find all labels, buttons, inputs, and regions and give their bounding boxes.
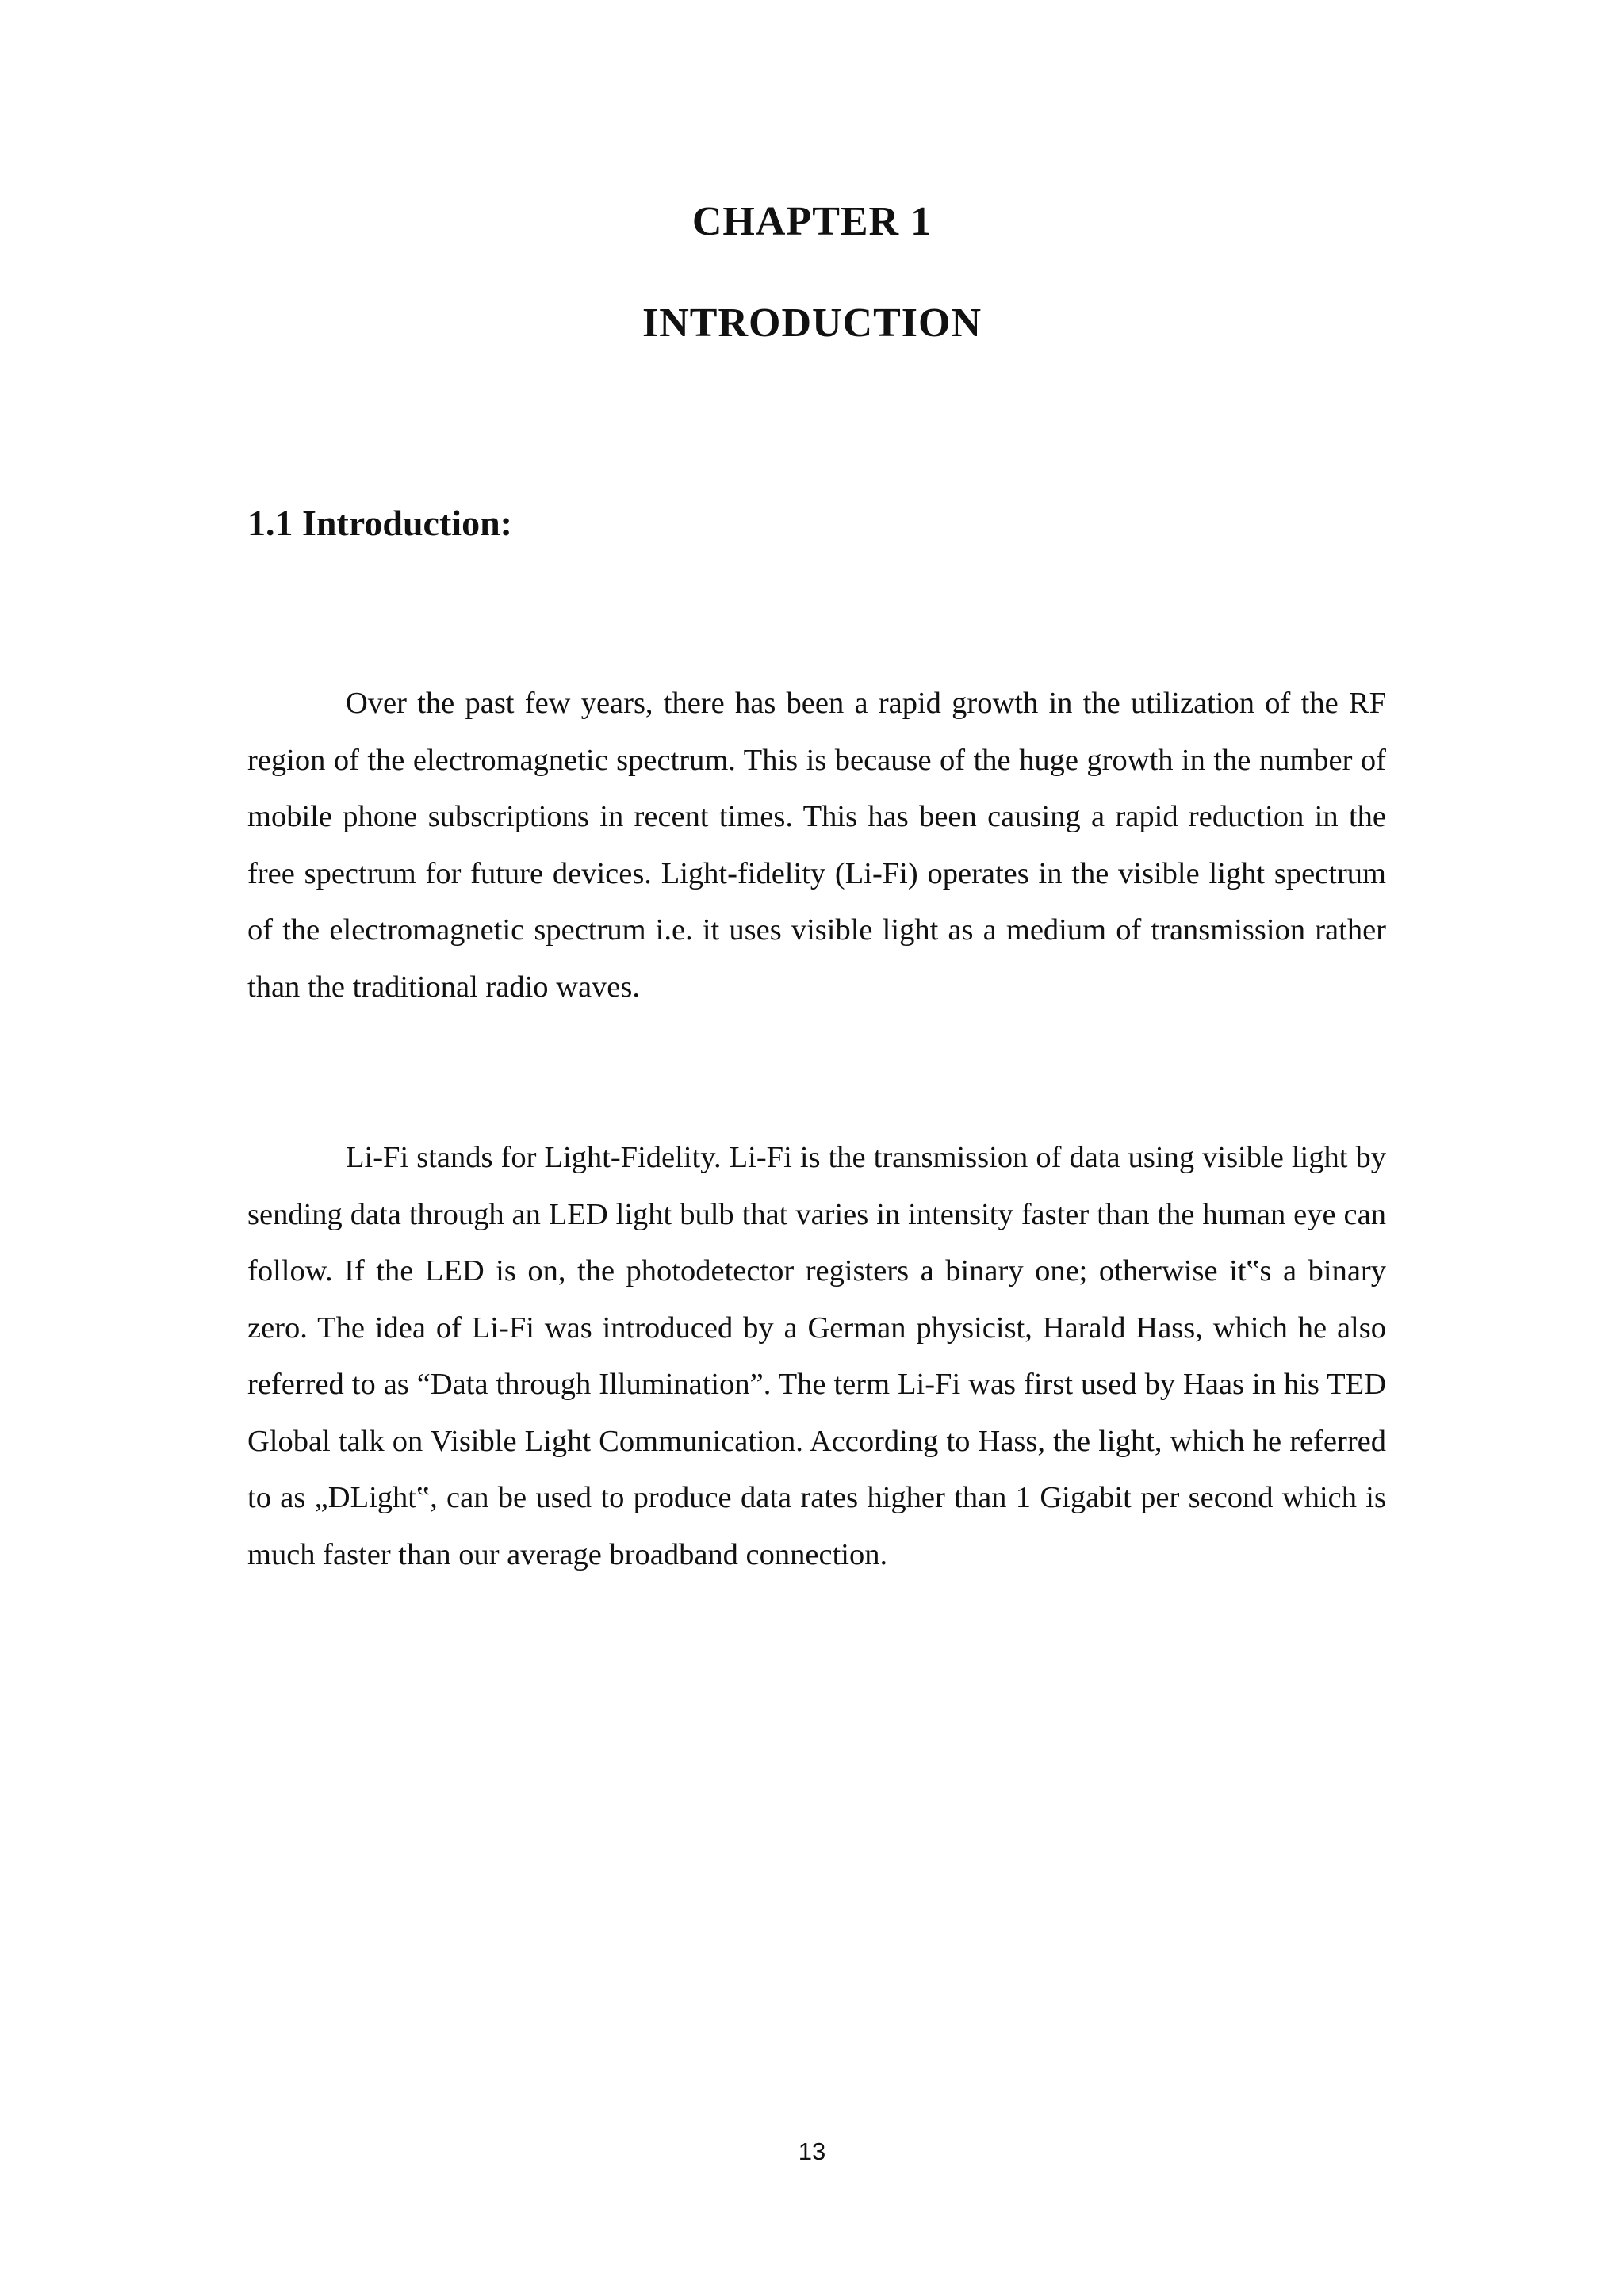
chapter-number: CHAPTER 1 — [691, 199, 933, 244]
page-number: 13 — [798, 2137, 826, 2165]
body-paragraph-2: Li-Fi stands for Light-Fidelity. Li-Fi is the transmission of data using visible light by sending data through an LED light bulb that varies in intensity faster than the human eye can follow. If the LED is on, the photodetector registers a binary one; otherwise it‟s a binary zero. The idea of Li-Fi was introduced by a German physicist, Harald Hass, which he also referred to as “Data through Illumination”. The term Li-Fi was first used by Haas in his TED Global talk on Visible Light Communication. According to Hass, the light, which he referred to as „DLight‟, can be used to produce data rates higher than 1 Gigabit per second which is much faster than our average broadband connection. — [247, 1141, 1386, 1571]
chapter-title: INTRODUCTION — [642, 300, 982, 346]
body-paragraph-1: Over the past few years, there has been a rapid growth in the utilization of the RF region of the electromagnetic spectrum. This is because of the huge growth in the number of mobile phone subscriptions in recent times. This has been causing a rapid reduction in the free spectrum for future devices. Light-fidelity (Li-Fi) operates in the visible light spectrum of the electromagnetic spectrum i.e. it uses visible light as a medium of transmission rather than the traditional radio waves. — [247, 687, 1386, 1004]
section-heading: 1.1 Introduction: — [247, 503, 512, 543]
